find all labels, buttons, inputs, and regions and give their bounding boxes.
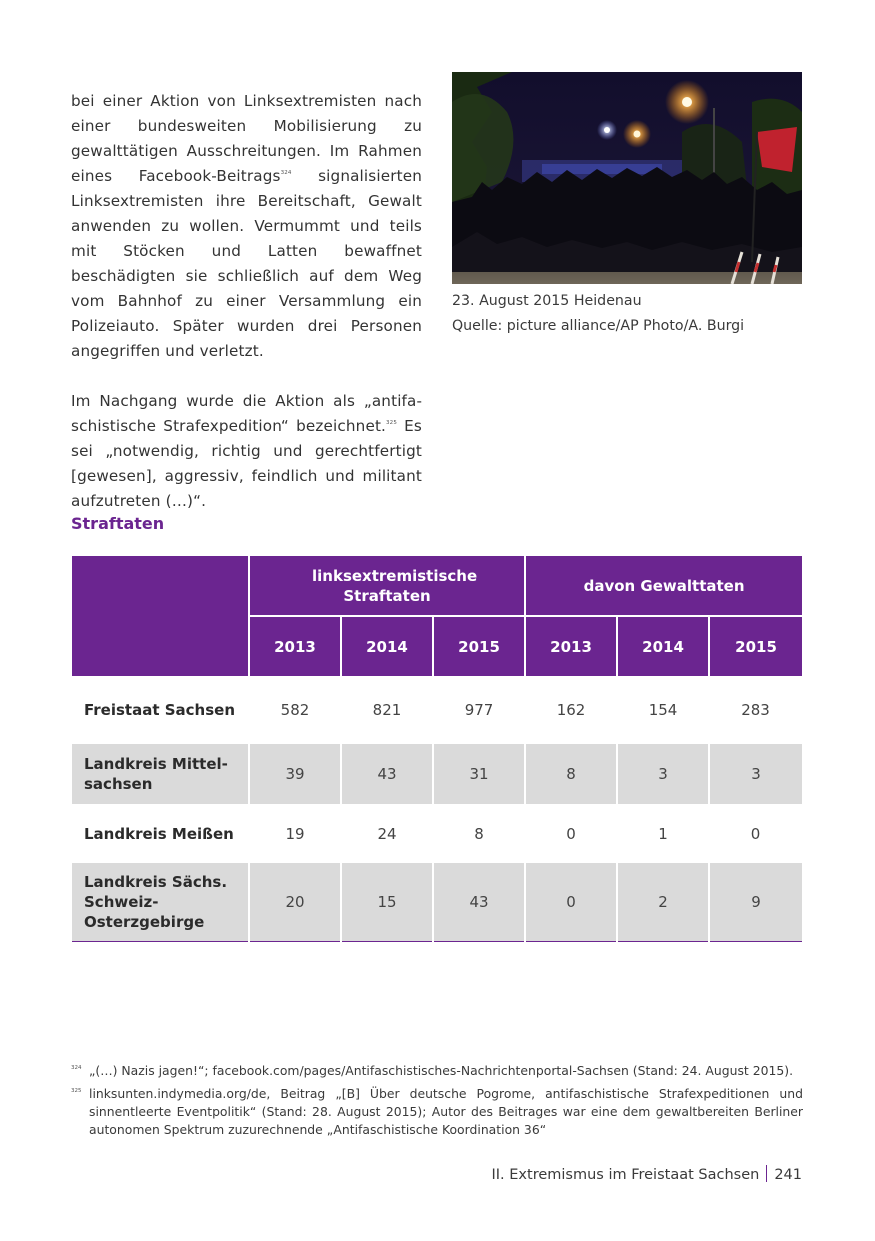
header-year: 2013 [525, 616, 617, 676]
table-cell: 43 [341, 744, 433, 804]
paragraph-1-text-a: bei einer Aktion von Linksextremisten nach einer bundesweiten Mobilisierung zu gewalttätigen Ausschreitungen. Im Rahmen eines Facebook-Beitrags [71, 92, 422, 185]
table-cell: 154 [617, 686, 709, 734]
header-year: 2015 [709, 616, 802, 676]
paragraph-2-text-a: Im Nachgang wurde die Aktion als „antifaschistische Strafexpedition“ bezeichnet. [71, 392, 422, 435]
header-year: 2014 [617, 616, 709, 676]
body-text [71, 89, 422, 514]
table-cell: 8 [433, 804, 525, 863]
photo-caption [452, 289, 812, 339]
row-label-text: Landkreis Mittelsachsen [84, 755, 228, 793]
page-number: 241 [774, 1167, 802, 1183]
header-year: 2014 [341, 616, 433, 676]
table-cell: 977 [433, 686, 525, 734]
table-row [72, 804, 802, 863]
table-cell: 821 [341, 686, 433, 734]
table-cell: 24 [341, 804, 433, 863]
table-header-row-groups [72, 556, 802, 616]
footnote-text[interactable]: linksunten.indymedia.org/de, Beitrag „[B] Über deutsche Pogrome, antifaschistische Strafexpeditionen und sinnentleerte Eventpolitik“ (Stand: 28. August 2015); Autor des Beitrages war eine dem gewaltbereiten Berliner autonomen Spektrum zuzurechnende „Antifaschistische Koordination 36“ [89, 1086, 803, 1137]
paragraph-1 [71, 89, 422, 364]
caption-date-location: 23. August 2015 Heidenau [452, 293, 642, 309]
running-footer [492, 1165, 803, 1183]
table-cell: 31 [433, 744, 525, 804]
header-group-1-label: linksextremistische Straftaten [312, 566, 478, 605]
row-label: Freistaat Sachsen [72, 686, 249, 734]
header-year: 2015 [433, 616, 525, 676]
table-cell: 15 [341, 863, 433, 941]
table-cell: 1 [617, 804, 709, 863]
table-cell: 2 [617, 863, 709, 941]
section-heading: Straftaten [71, 514, 165, 533]
table-cell: 43 [433, 863, 525, 941]
night-crowd-image [452, 72, 802, 284]
footer-chapter-title: II. Extremismus im Freistaat Sachsen [491, 1167, 760, 1183]
footer-divider [766, 1165, 767, 1182]
caption-source: Quelle: picture alliance/AP Photo/A. Burgi [452, 318, 745, 334]
table-cell: 19 [249, 804, 341, 863]
header-year: 2013 [249, 616, 341, 676]
row-label [72, 863, 249, 941]
table-cell: 0 [525, 804, 617, 863]
table-header-empty-cell [72, 556, 249, 676]
table-row [72, 686, 802, 734]
table-cell: 162 [525, 686, 617, 734]
header-group-gewalttaten: davon Gewalttaten [525, 556, 802, 616]
table-row [72, 863, 802, 941]
table-cell: 582 [249, 686, 341, 734]
table-cell: 283 [709, 686, 802, 734]
footnote-text[interactable]: „(…) Nazis jagen!“; facebook.com/pages/Antifaschistisches-Nachrichtenportal-Sachsen (Stand: 24. August 2015). [89, 1063, 794, 1078]
news-photo [452, 72, 802, 284]
footnote-marker-324[interactable]: 324 [280, 170, 292, 176]
table-cell: 0 [709, 804, 802, 863]
table-cell: 39 [249, 744, 341, 804]
footnote-marker-325[interactable]: 325 [386, 420, 397, 426]
footnote-number: 325 [71, 1088, 82, 1094]
table-cell: 20 [249, 863, 341, 941]
paragraph-1-text-b: signalisierten Linksextremisten ihre Bereitschaft, Gewalt anwenden zu wollen. Vermummt und teils mit Stöcken und Latten bewaffnet beschädigten sie schließlich auf dem Weg vom Bahnhof zu einer Versammlung ein Polizeiauto. Später wurden drei Personen angegriffen und verletzt. [71, 167, 422, 360]
row-label-text: Landkreis Sächs. Schweiz-Osterzgebirge [84, 872, 228, 931]
paragraph-2 [71, 389, 422, 514]
row-label [72, 744, 249, 804]
footnote-number: 324 [71, 1065, 82, 1071]
crime-statistics-table [72, 556, 802, 942]
table-cell: 9 [709, 863, 802, 941]
table-cell: 0 [525, 863, 617, 941]
row-label: Landkreis Meißen [72, 804, 249, 863]
footnote-325 [71, 1085, 803, 1139]
header-group-linksextremistische-straftaten [249, 556, 525, 616]
table-row [72, 744, 802, 804]
table-cell: 3 [709, 744, 802, 804]
paragraph-2-text-b: Es sei „notwendig, richtig und gerechtfertigt [gewesen], aggressiv, feindlich und militant aufzutreten (…)“. [71, 417, 422, 510]
table-cell: 8 [525, 744, 617, 804]
footnotes [71, 1062, 803, 1144]
table-cell: 3 [617, 744, 709, 804]
footnote-324 [71, 1062, 803, 1080]
